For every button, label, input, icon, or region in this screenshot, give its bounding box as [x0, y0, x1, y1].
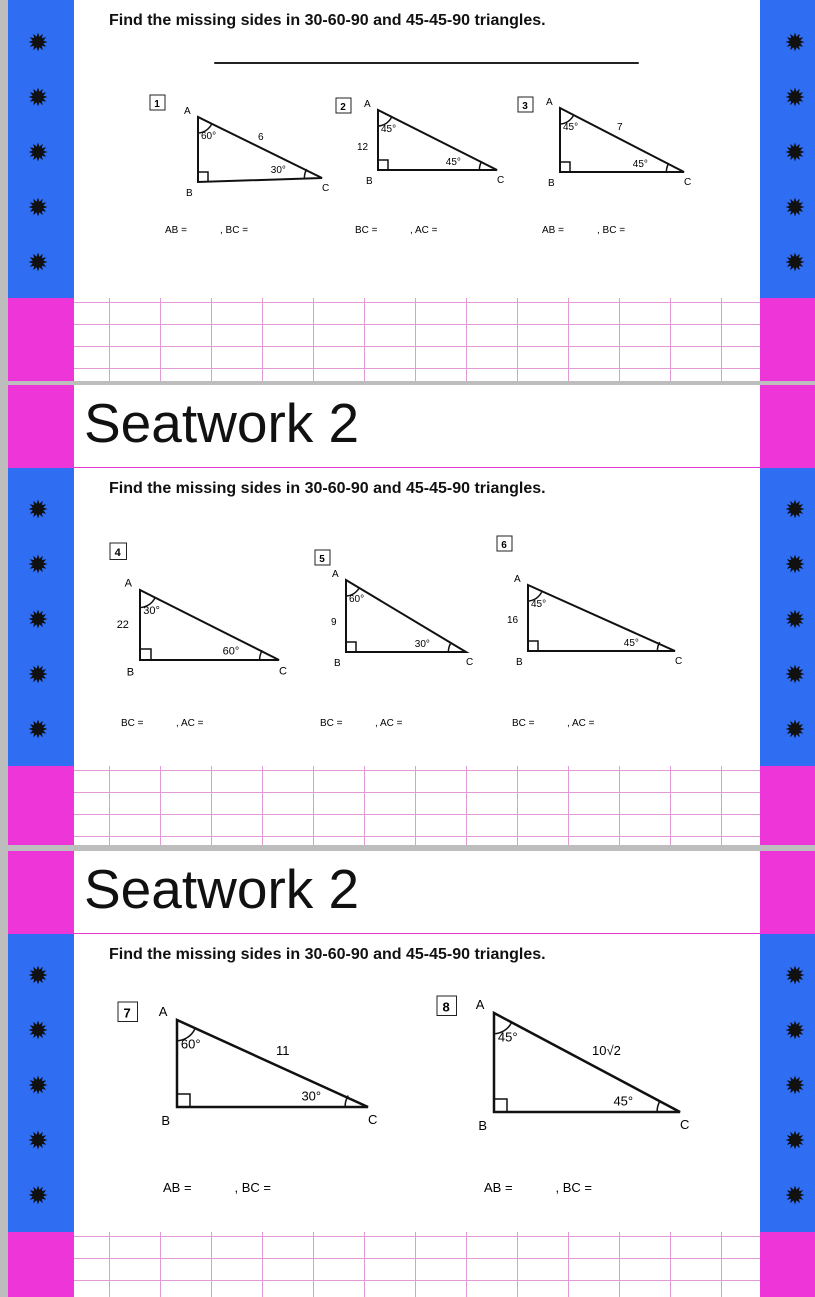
vertex-label-c: C [497, 175, 505, 186]
angle-arc [448, 643, 450, 652]
angle-label: 45° [563, 122, 579, 133]
answer-line [512, 718, 595, 729]
angle-label: 45° [445, 157, 461, 168]
vertex-label-a: A [475, 997, 485, 1013]
answer-label: AB = [163, 1180, 192, 1195]
seatwork-title: Seatwork 2 [84, 858, 360, 920]
vertex-label-a: A [364, 99, 371, 110]
angle-label: 45° [381, 124, 397, 135]
angle-label: 30° [414, 639, 430, 650]
answer-line [121, 718, 204, 729]
side-length: 22 [116, 619, 129, 631]
angle-label: 45° [632, 159, 648, 170]
vertex-label-c: C [675, 656, 683, 667]
right-angle-mark [494, 1099, 507, 1112]
answer-line [163, 1180, 271, 1195]
angle-label: 60° [222, 645, 240, 658]
answer-label: BC = [512, 718, 535, 729]
angle-arc [657, 1101, 660, 1112]
triangle-problem [497, 536, 682, 668]
triangle-problem [518, 97, 691, 189]
vertex-label-a: A [546, 97, 553, 108]
vertex-label-b: B [126, 666, 135, 679]
triangle [346, 580, 466, 652]
right-angle-mark [560, 162, 570, 172]
side-length: 10√2 [592, 1043, 621, 1058]
side-length: 16 [507, 615, 519, 626]
vertex-label-a: A [514, 574, 521, 585]
vertex-label-c: C [684, 177, 692, 188]
triangle [560, 108, 684, 172]
answer-label: AB = [484, 1180, 513, 1195]
angle-arc [666, 163, 668, 172]
answer-label: AB = [165, 225, 187, 236]
side-length: 7 [617, 122, 623, 133]
vertex-label-c: C [279, 665, 287, 678]
answer-line [165, 225, 248, 236]
vertex-label-b: B [516, 657, 523, 668]
triangle-problem [336, 98, 504, 187]
instructions: Find the missing sides in 30-60-90 and 45-45-90 triangles. [109, 12, 546, 29]
vertex-label-b: B [334, 658, 341, 669]
instructions: Find the missing sides in 30-60-90 and 45-45-90 triangles. [109, 946, 546, 963]
problem-number: 6 [501, 540, 507, 551]
vertex-label-a: A [158, 1004, 168, 1020]
problem-number: 2 [340, 102, 346, 113]
side-length: 11 [276, 1043, 290, 1058]
angle-arc [479, 161, 481, 170]
instructions: Find the missing sides in 30-60-90 and 45-45-90 triangles. [109, 480, 546, 497]
right-angle-mark [177, 1094, 190, 1107]
answer-label: , BC = [220, 225, 249, 236]
answer-label: , BC = [555, 1180, 592, 1195]
triangle [378, 110, 497, 170]
answer-label: , BC = [234, 1180, 271, 1195]
vertex-label-b: B [366, 176, 373, 187]
right-angle-mark [198, 172, 208, 182]
angle-label: 60° [201, 131, 217, 142]
angle-label: 45° [497, 1029, 518, 1045]
triangle [198, 117, 322, 182]
right-angle-mark [346, 642, 356, 652]
answer-label: , AC = [375, 718, 403, 729]
angle-label: 30° [270, 165, 286, 176]
vertex-label-b: B [548, 178, 555, 189]
answer-label: , AC = [410, 225, 438, 236]
right-angle-mark [378, 160, 388, 170]
answer-label: , BC = [597, 225, 626, 236]
answer-label: BC = [320, 718, 343, 729]
problem-number: 4 [114, 547, 121, 560]
triangle-problem [110, 543, 287, 678]
triangle-problem [118, 1002, 377, 1128]
angle-label: 45° [531, 599, 547, 610]
right-angle-mark [140, 649, 151, 660]
answer-label: AB = [542, 225, 564, 236]
side-length: 6 [258, 132, 264, 143]
vertex-label-a: A [184, 106, 191, 117]
triangle [140, 590, 279, 660]
vertex-label-a: A [124, 577, 132, 590]
angle-arc [260, 650, 263, 660]
vertex-label-c: C [466, 657, 474, 668]
vertex-label-c: C [368, 1111, 378, 1127]
triangle-problem [437, 996, 689, 1133]
problem-number: 1 [154, 99, 160, 110]
vertex-label-a: A [332, 569, 339, 580]
answer-line [355, 225, 438, 236]
vertex-label-c: C [322, 183, 330, 194]
angle-label: 30° [301, 1088, 322, 1104]
triangle-problem [150, 95, 329, 199]
angle-label: 45° [613, 1093, 634, 1109]
answer-label: BC = [355, 225, 378, 236]
triangle [177, 1020, 368, 1107]
answer-line [320, 718, 403, 729]
angle-label: 60° [349, 594, 365, 605]
angle-label: 45° [623, 638, 639, 649]
triangle [528, 585, 675, 651]
answer-line [542, 225, 625, 236]
side-length: 12 [357, 142, 369, 153]
problem-number: 7 [123, 1005, 131, 1021]
answer-line [484, 1180, 592, 1195]
problem-number: 3 [522, 101, 528, 112]
seatwork-title: Seatwork 2 [84, 392, 360, 454]
vertex-label-b: B [161, 1113, 171, 1129]
side-length: 9 [331, 617, 337, 628]
answer-label: , AC = [567, 718, 595, 729]
right-angle-mark [528, 641, 538, 651]
triangle-problem [315, 550, 473, 669]
triangle [494, 1013, 680, 1112]
answer-label: , AC = [176, 718, 204, 729]
vertex-label-b: B [478, 1118, 488, 1134]
vertex-label-c: C [680, 1116, 690, 1132]
angle-label: 30° [143, 605, 160, 618]
problem-number: 8 [442, 999, 450, 1015]
answer-label: BC = [121, 718, 144, 729]
problem-number: 5 [319, 554, 325, 565]
angle-label: 60° [180, 1036, 201, 1052]
vertex-label-b: B [186, 188, 193, 199]
